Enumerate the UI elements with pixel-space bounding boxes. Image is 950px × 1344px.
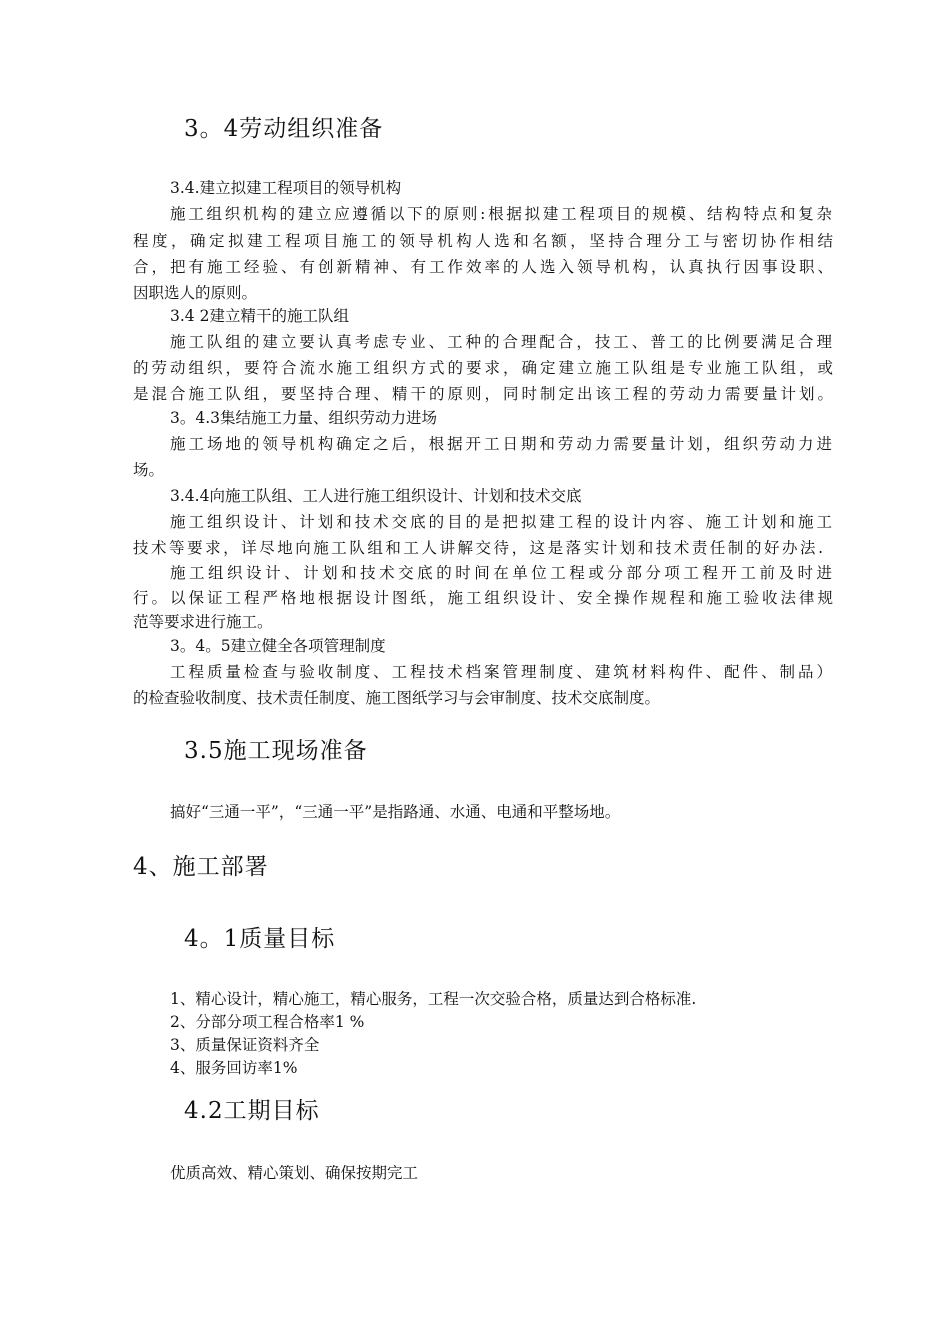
list-item: 1、精心设计，精心施工，精心服务，工程一次交验合格，质量达到合格标准.	[170, 990, 697, 1008]
subheading-3-4-1: 3.4.建立拟建工程项目的领导机构	[170, 179, 402, 197]
list-item: 2、分部分项工程合格率1 %	[170, 1013, 365, 1031]
heading-3-4: 3。4劳动组织准备	[184, 116, 384, 142]
paragraph-line: 合，把有施工经验、有创新精神、有工作效率的人选入领导机构，认真执行因事设职、	[133, 258, 833, 276]
paragraph-line: 是混合施工队组，要坚持合理、精干的原则，同时制定出该工程的劳动力需要量计划。	[133, 385, 833, 403]
paragraph-line: 施工队组的建立要认真考虑专业、工种的合理配合，技工、普工的比例要满足合理	[170, 333, 832, 351]
paragraph-line: 施工场地的领导机构确定之后，根据开工日期和劳动力需要量计划，组织劳动力进	[170, 435, 832, 453]
heading-3-5: 3.5施工现场准备	[184, 738, 368, 764]
paragraph-line: 优质高效、精心策划、确保按期完工	[170, 1164, 419, 1182]
paragraph-line: 的劳动组织，要符合流水施工组织方式的要求，确定建立施工队组是专业施工队组，或	[133, 359, 833, 377]
paragraph-line: 行。以保证工程严格地根据设计图纸，施工组织设计、安全操作规程和施工验收法律规	[133, 589, 833, 607]
list-item: 4、服务回访率1%	[170, 1059, 298, 1077]
heading-4-1: 4。1质量目标	[184, 926, 336, 952]
heading-4-2: 4.2工期目标	[184, 1098, 320, 1124]
paragraph-line: 场。	[133, 461, 165, 479]
list-item: 3、质量保证资料齐全	[170, 1036, 320, 1054]
paragraph-line: 工程质量检查与验收制度、工程技术档案管理制度、建筑材料构件、配件、制品）	[170, 663, 832, 681]
paragraph-line: 的检查验收制度、技术责任制度、施工图纸学习与会审制度、技术交底制度。	[133, 689, 661, 707]
subheading-3-4-2: 3.4 2建立精干的施工队组	[170, 307, 349, 325]
paragraph-line: 施工组织设计、计划和技术交底的时间在单位工程或分部分项工程开工前及时进	[170, 564, 832, 582]
paragraph-line: 因职选人的原则。	[133, 284, 258, 302]
paragraph-line: 程度，确定拟建工程项目施工的领导机构人选和名额，坚持合理分工与密切协作相结	[133, 232, 833, 250]
paragraph-line: 技术等要求，详尽地向施工队组和工人讲解交待，这是落实计划和技术责任制的好办法.	[133, 539, 823, 557]
subheading-3-4-3: 3。4.3集结施工力量、组织劳动力进场	[170, 409, 438, 427]
subheading-3-4-4: 3.4.4向施工队组、工人进行施工组织设计、计划和技术交底	[170, 487, 582, 505]
paragraph-line: 施工组织设计、计划和技术交底的目的是把拟建工程的设计内容、施工计划和施工	[170, 513, 832, 531]
paragraph-line: 范等要求进行施工。	[133, 613, 273, 631]
heading-4: 4、施工部署	[133, 854, 269, 880]
paragraph-line: 施工组织机构的建立应遵循以下的原则:根据拟建工程项目的规模、结构特点和复杂	[170, 205, 832, 223]
paragraph-line: 搞好“三通一平”，“三通一平”是指路通、水通、电通和平整场地。	[170, 803, 621, 821]
subheading-3-4-5: 3。4。5建立健全各项管理制度	[170, 637, 386, 655]
